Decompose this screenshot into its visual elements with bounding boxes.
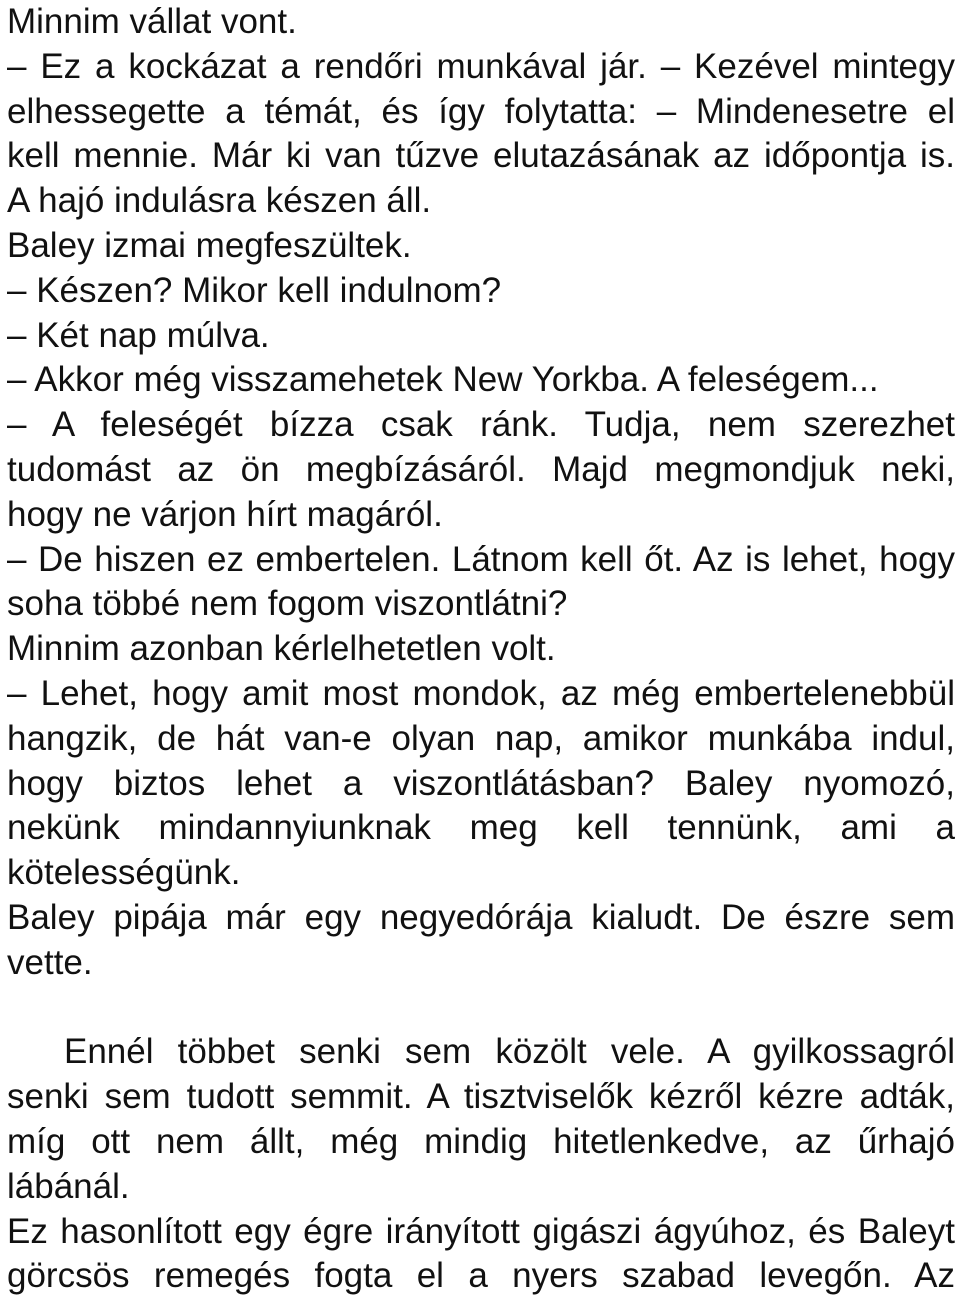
text-line: A hajó indulásra készen áll. bbox=[7, 181, 432, 221]
text-line: – Készen? Mikor kell indulnom? bbox=[7, 270, 502, 310]
text-line: – Ez a kockázat a rendőri munkával jár. – Kezével mintegy bbox=[7, 46, 955, 86]
text-line: Minnim vállat vont. bbox=[7, 2, 297, 41]
text-line: hogy biztos lehet a viszontlátásban? Baley nyomozó, bbox=[7, 763, 955, 803]
text-line: lábánál. bbox=[7, 1166, 130, 1206]
text-line: senki sem tudott semmit. A tisztviselők kézről kézre adták, bbox=[7, 1077, 955, 1117]
text-line: soha többé nem fogom viszontlátni? bbox=[7, 584, 568, 624]
document-page bbox=[7, 0, 955, 1299]
text-line: kötelességünk. bbox=[7, 853, 241, 893]
text-line: vette. bbox=[7, 942, 93, 982]
text-line: Ennél többet senki sem közölt vele. A gyilkossagról bbox=[64, 1032, 955, 1072]
text-line: Baley izmai megfeszültek. bbox=[7, 225, 412, 265]
text-line: míg ott nem állt, még mindig hitetlenkedve, az űrhajó bbox=[7, 1121, 955, 1161]
text-line: – Két nap múlva. bbox=[7, 315, 270, 355]
text-line: hogy ne várjon hírt magáról. bbox=[7, 494, 443, 534]
text-line: Minnim azonban kérlelhetetlen volt. bbox=[7, 629, 556, 669]
text-line: kell mennie. Már ki van tűzve elutazásának az időpontja is. bbox=[7, 136, 955, 176]
text-line: – Akkor még visszamehetek New Yorkba. A feleségem... bbox=[7, 360, 879, 400]
text-line: görcsös remegés fogta el a nyers szabad levegőn. Az bbox=[7, 1256, 955, 1296]
text-line: tudomást az ön megbízásáról. Majd megmondjuk neki, bbox=[7, 449, 955, 489]
text-line: – Lehet, hogy amit most mondok, az még embertelenebbül bbox=[7, 673, 955, 713]
text-line: – A feleségét bízza csak ránk. Tudja, nem szerezhet bbox=[7, 405, 955, 445]
text-line: nekünk mindannyiunknak meg kell tennünk, ami a bbox=[7, 808, 955, 848]
text-line: elhessegette a témát, és így folytatta: – Mindenesetre el bbox=[7, 91, 955, 131]
text-line: hangzik, de hát van-e olyan nap, amikor munkába indul, bbox=[7, 718, 955, 758]
text-line: – De hiszen ez embertelen. Látnom kell őt. Az is lehet, hogy bbox=[7, 539, 955, 579]
text-line: Baley pipája már egy negyedórája kialudt. De észre sem bbox=[7, 897, 955, 937]
text-line: Ez hasonlított egy égre irányított gigászi ágyúhoz, és Baleyt bbox=[7, 1211, 955, 1251]
paragraph-gap bbox=[7, 986, 955, 1031]
